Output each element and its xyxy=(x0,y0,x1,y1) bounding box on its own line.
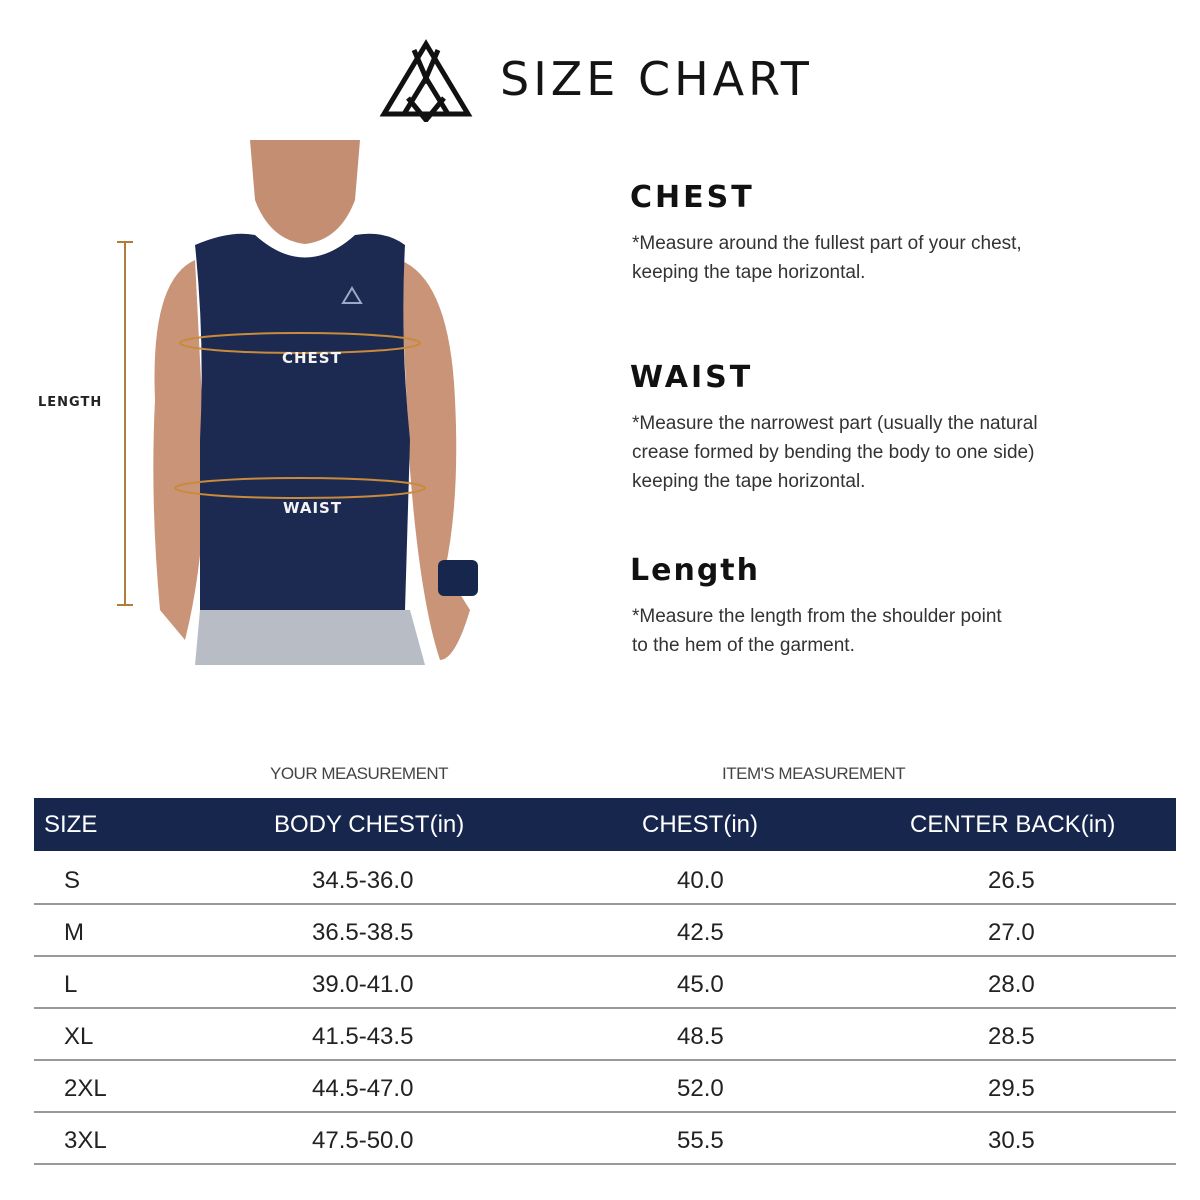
body-chest-cell: 41.5-43.5 xyxy=(312,1023,414,1050)
size-cell: S xyxy=(64,867,81,894)
center-back-cell: 28.5 xyxy=(988,1023,1035,1050)
body-chest-cell: 39.0-41.0 xyxy=(312,971,414,998)
size-cell: M xyxy=(64,919,84,946)
waist-guide-title: WAIST xyxy=(630,360,754,395)
center-back-cell: 26.5 xyxy=(988,867,1035,894)
triangle-mountain-logo-icon xyxy=(378,38,474,122)
table-row xyxy=(34,1061,1176,1113)
item-measurement-heading: ITEM'S MEASUREMENT xyxy=(722,764,906,783)
chest-cell: 40.0 xyxy=(677,867,724,894)
center-back-cell: 27.0 xyxy=(988,919,1035,946)
column-header-chest: CHEST(in) xyxy=(642,811,759,838)
chest-guide xyxy=(630,180,1170,287)
table-row xyxy=(34,1009,1176,1061)
body-chest-cell: 36.5-38.5 xyxy=(312,919,414,946)
center-back-cell: 30.5 xyxy=(988,1127,1035,1154)
body-chest-cell: 44.5-47.0 xyxy=(312,1075,414,1102)
chest-cell: 55.5 xyxy=(677,1127,724,1154)
length-guide-text: *Measure the length from the shoulder point to the hem of the garment. xyxy=(632,606,1002,656)
table-row xyxy=(34,1113,1176,1165)
column-header-body-chest: BODY CHEST(in) xyxy=(274,811,465,838)
chest-cell: 42.5 xyxy=(677,919,724,946)
size-cell: 2XL xyxy=(64,1075,107,1102)
page-title: SIZE CHART xyxy=(500,52,813,106)
length-guide-title: Length xyxy=(630,553,760,588)
length-guide xyxy=(630,553,1170,660)
column-header-center-back: CENTER BACK(in) xyxy=(910,811,1116,838)
table-row xyxy=(34,957,1176,1009)
chest-label: CHEST xyxy=(282,349,342,367)
column-header-size: SIZE xyxy=(44,811,98,838)
size-cell: L xyxy=(64,971,78,998)
your-measurement-heading: YOUR MEASUREMENT xyxy=(270,764,449,783)
waist-label: WAIST xyxy=(283,499,343,517)
table-row xyxy=(34,905,1176,957)
chest-guide-text: *Measure around the fullest part of your chest, keeping the tape horizontal. xyxy=(632,233,1022,283)
chest-guide-title: CHEST xyxy=(630,180,755,215)
chest-cell: 45.0 xyxy=(677,971,724,998)
body-chest-cell: 34.5-36.0 xyxy=(312,867,414,894)
body-chest-cell: 47.5-50.0 xyxy=(312,1127,414,1154)
chest-cell: 52.0 xyxy=(677,1075,724,1102)
size-cell: XL xyxy=(64,1023,94,1050)
chest-cell: 48.5 xyxy=(677,1023,724,1050)
size-cell: 3XL xyxy=(64,1127,107,1154)
waist-guide xyxy=(630,360,1170,496)
center-back-cell: 28.0 xyxy=(988,971,1035,998)
table-row xyxy=(34,853,1176,905)
model-figure xyxy=(0,140,600,670)
length-label: LENGTH xyxy=(38,395,103,410)
center-back-cell: 29.5 xyxy=(988,1075,1035,1102)
waist-guide-text: *Measure the narrowest part (usually the natural crease formed by bending the body to one side) keeping the tape horizontal. xyxy=(632,413,1038,492)
size-table-header xyxy=(34,798,1176,851)
header xyxy=(0,28,1200,128)
